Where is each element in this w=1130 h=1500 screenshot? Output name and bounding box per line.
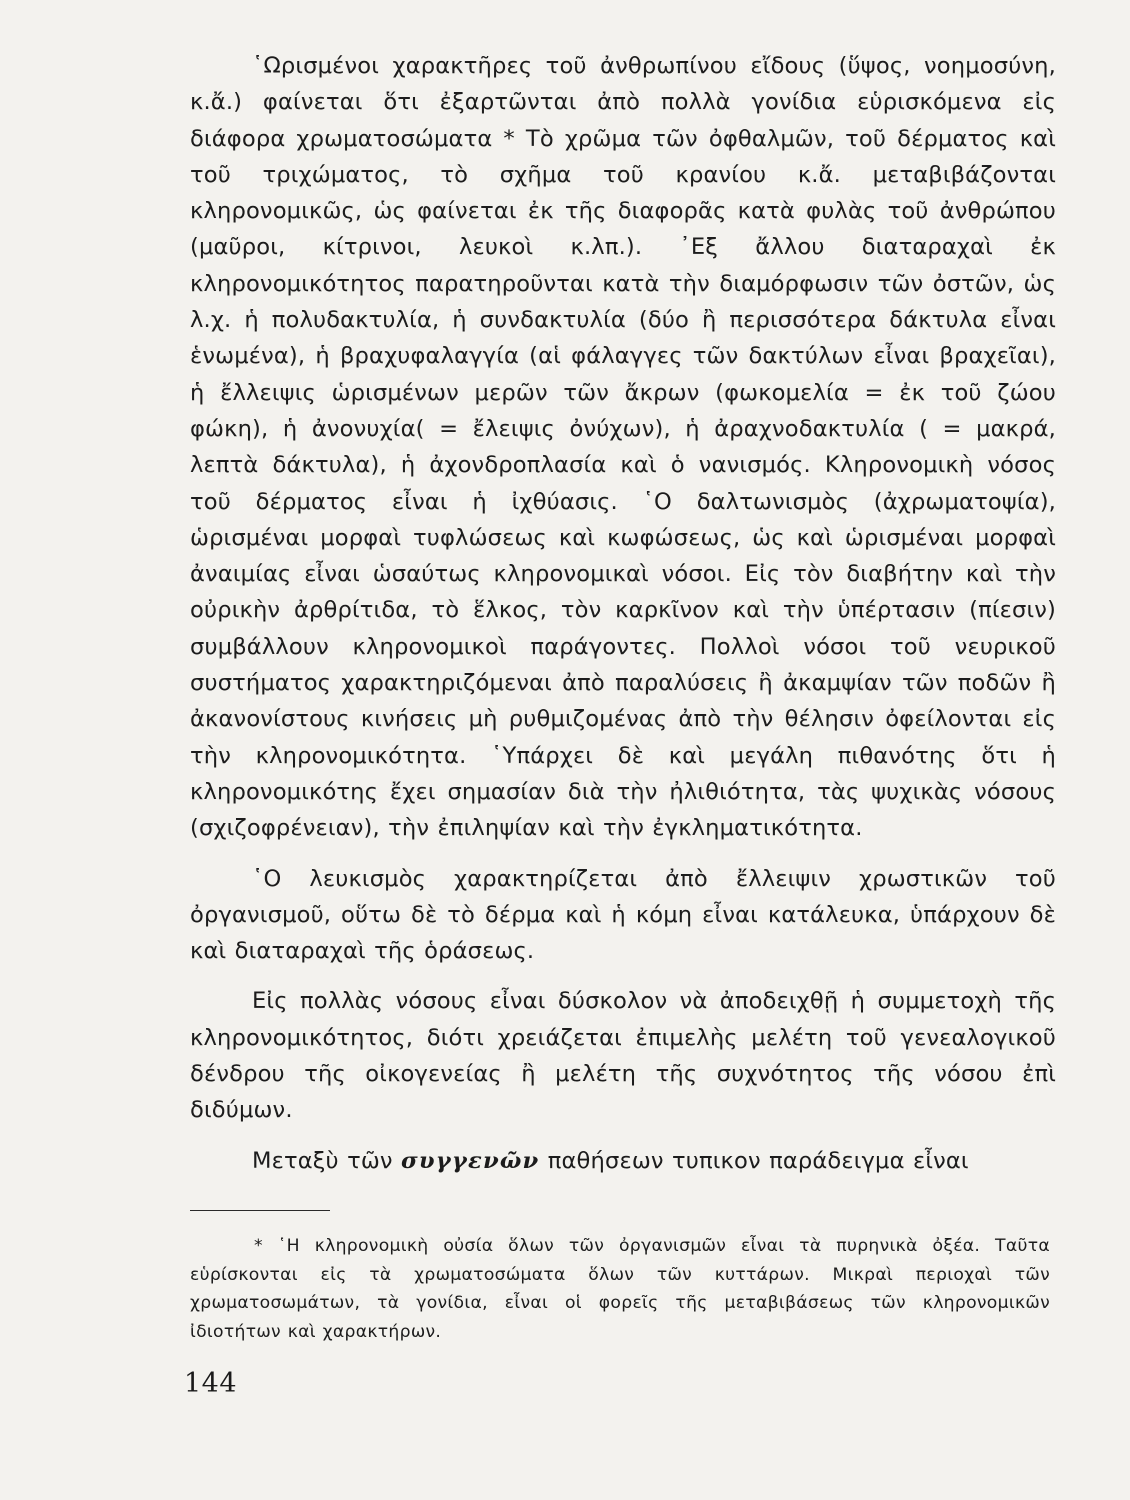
congenital-text-before: Μεταξὺ τῶν [252,1147,393,1174]
paragraph-leucism: ῾Ο λευκισμὸς χαρακτηρίζεται ἀπὸ ἔλλειψιν χρωστικῶν τοῦ ὀργανισμοῦ, οὕτω δὲ τὸ δέρμα καὶ ἡ κόμη εἶναι κατάλευκα, ὑπάρχουν δὲ καὶ διαταραχαὶ τῆς ὁράσεως. [190,865,1056,965]
footnote: * ῾Η κληρονομικὴ οὐσία ὅλων τῶν ὀργανισμῶν εἶναι τὰ πυρηνικὰ ὀξέα. Ταῦτα εὑρίσκονται εἰς τὰ χρωματοσώματα ὅλων τῶν κυττάρων. Μικραὶ περιοχαὶ τῶν χρωματοσωμάτων, τὰ γονίδια, εἶναι οἱ φορεῖς τῆς μεταβιβάσεως τῶν κληρονομικῶν ἰδιοτήτων καὶ χαρακτήρων. [190,1236,1050,1342]
footnote-divider [190,1210,330,1211]
page-number: 144 [184,1368,238,1399]
paragraph-heredity-traits: ῾Ωρισμένοι χαρακτῆρες τοῦ ἀνθρωπίνου εἴδους (ὕψος, νοημοσύνη, κ.ἄ.) φαίνεται ὅτι ἐξαρτῶνται ἀπὸ πολλὰ γονίδια εὑρισκόμενα εἰς διάφορα χρωματοσώματα * Τὸ χρῶμα τῶν ὀφθαλμῶν, τοῦ δέρματος καὶ τοῦ τριχώματος, τὸ σχῆμα τοῦ κρανίου κ.ἄ. μεταβιβάζονται κληρονομικῶς, ὡς φαίνεται ἐκ τῆς διαφορᾶς κατὰ φυλὰς τοῦ ἀνθρώπου (μαῦροι, κίτρινοι, λευκοὶ κ.λπ.). ᾿Εξ ἄλλου διαταραχαὶ ἐκ κληρονομικότητος παρατηροῦνται κατὰ τὴν διαμόρφωσιν τῶν ὀστῶν, ὡς λ.χ. ἡ πολυδακτυλία, ἡ συνδακτυλία (δύο ἢ περισσότερα δάκτυλα εἶναι ἑνωμένα), ἡ βραχυφαλαγγία (αἱ φάλαγγες τῶν δακτύλων εἶναι βραχεῖαι), ἡ ἔλλειψις ὡρισμένων μερῶν τῶν ἄκρων (φωκομελία = ἐκ τοῦ ζώου φώκη), ἡ ἀνονυχία( = ἔλειψις ὀνύχων), ἡ ἀραχνοδακτυλία ( = μακρά, λεπτὰ δάκτυλα), ἡ ἀχονδροπλασία καὶ ὁ νανισμός. Κληρονομικὴ νόσος τοῦ δέρματος εἶναι ἡ ἰχθύασις. ῾Ο δαλτωνισμὸς (ἀχρωματοψία), ὡρισμέναι μορφαὶ τυφλώσεως καὶ κωφώσεως, ὡς καὶ ὡρισμέναι μορφαὶ ἀναιμίας εἶναι ὡσαύτως κληρονομικαὶ νόσοι. Εἰς τὸν διαβήτην καὶ τὴν οὐρικὴν ἀρθρίτιδα, τὸ ἕλκος, τὸν καρκῖνον καὶ τὴν ὑπέρτασιν (πίεσιν) συμβάλλουν κληρονομικοὶ παράγοντες. Πολλοὶ νόσοι τοῦ νευρικοῦ συστήματος χαρακτηριζόμεναι ἀπὸ παραλύσεις ἢ ἀκαμψίαν τῶν ποδῶν ἢ ἀκανονίστους κινήσεις μὴ ρυθμιζομένας ἀπὸ τὴν θέλησιν ὀφείλονται εἰς τὴν κληρονομικότητα. ῾Υπάρχει δὲ καὶ μεγάλη πιθανότης ὅτι ἡ κληρονομικότης ἔχει σημασίαν διὰ τὴν ἠλιθιότητα, τὰς ψυχικὰς νόσους (σχιζοφρένειαν), τὴν ἐπιληψίαν καὶ τὴν ἐγκληματικότητα. [190,53,1056,842]
emphasized-word: συγγενῶν [401,1147,540,1174]
paragraph-difficulty: Εἰς πολλὰς νόσους εἶναι δύσκολον νὰ ἀποδειχθῇ ἡ συμμετοχὴ τῆς κληρονομικότητος, διότι χρειάζεται ἐπιμελὴς μελέτη τοῦ γενεαλογικοῦ δένδρου τῆς οἰκογενείας ἢ μελέτη τῆς συχνότητος τῆς νόσου ἐπὶ διδύμων. [190,988,1056,1124]
paragraph-congenital [190,1143,1056,1179]
congenital-text-after: παθήσεων τυπικον παράδειγμα εἶναι [547,1147,969,1174]
main-text [190,48,1056,1179]
